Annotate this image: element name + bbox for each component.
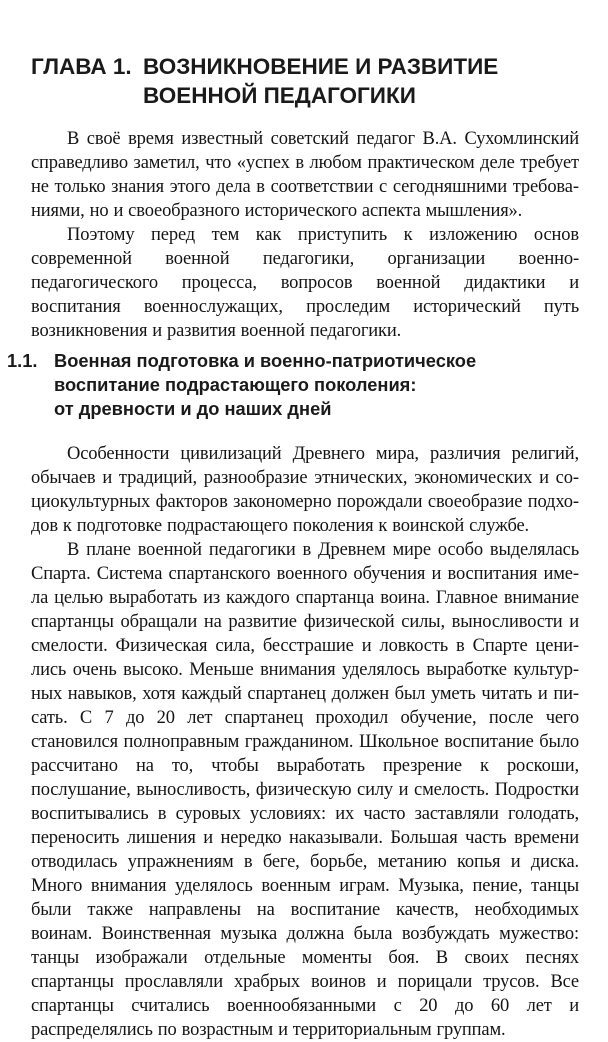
section-title-line: от древности и до наших дней: [54, 398, 332, 419]
chapter-title-line: ВОЗНИКНОВЕНИЕ И РАЗВИТИЕ: [143, 54, 499, 79]
paragraph: В плане военной педагогики в Древнем мире особо выделялась Спарта. Система спартанского военного обучения и воспитания имела целью выработать из каждого спартанца воина. Главное внимание спартанцы обращали на развитие физической силы, выносливости и смелости. Физическая сила, бесстрашие и ловкость в Спарте ценились очень высоко. Меньше внимания уделялось выработке культурных навыков, хотя каждый спартанец должен был уметь читать и писать. С 7 до 20 лет спартанец проходил обучение, после чего становился полноправным гражданином. Школьное воспитание было рассчитано на то, чтобы выработать презрение к роскоши, послушание, выносливость, физическую силу и смелость. Подростки воспитывались в суровых условиях: их часто заставляли голодать, переносить лишения и нередко наказывали. Большая часть времени отводилась упражнениям в беге, борьбе, метанию копья и диска. Много внимания уделялось военным играм. Музыка, пение, танцы были также направлены на воспитание качеств, необходимых воинам. Воинственная музыка должна была возбуждать мужество: танцы изображали отдельные моменты боя. В своих песнях спартанцы прославляли храбрых воинов и порицали трусов. Все спартанцы считались военнообязанными с 20 до 60 лет и распределялись по возрастным и территориальным группам.: [31, 540, 579, 1040]
chapter-number: ГЛАВА 1.: [31, 54, 132, 79]
paragraph: Поэтому перед тем как приступить к изложению основ современной военной педагогики, организации военно-педагогического процесса, вопросов военной дидактики и воспитания военнослужащих, проследим исторический путь возникновения и развития военной педагогики.: [31, 225, 579, 341]
section-title-line: воспитание подрастающего поколения:: [54, 374, 417, 395]
chapter-title: [143, 52, 498, 110]
intro-text: [31, 127, 579, 343]
section-number: 1.1.: [7, 350, 38, 371]
section-title-line: Военная подготовка и военно-патриотическое: [54, 350, 477, 371]
section-text: [31, 442, 579, 1042]
chapter-title-line: ВОЕННОЙ ПЕДАГОГИКИ: [143, 83, 416, 108]
section-title: [54, 349, 476, 421]
paragraph: В своё время известный советский педагог В.А. Сухомлинский справедливо заметил, что «успех в любом практическом деле требует не только знания этого дела в соответствии с сегодняшними требованиями, но и своеобразного исторического аспекта мышления».: [31, 129, 579, 221]
paragraph: Особенности цивилизаций Древнего мира, различия религий, обычаев и традиций, разнообразие этнических, экономических и социокультурных факторов закономерно порождали своеобразие подходов к подготовке подрастающего поколения к воинской службе.: [31, 444, 579, 536]
